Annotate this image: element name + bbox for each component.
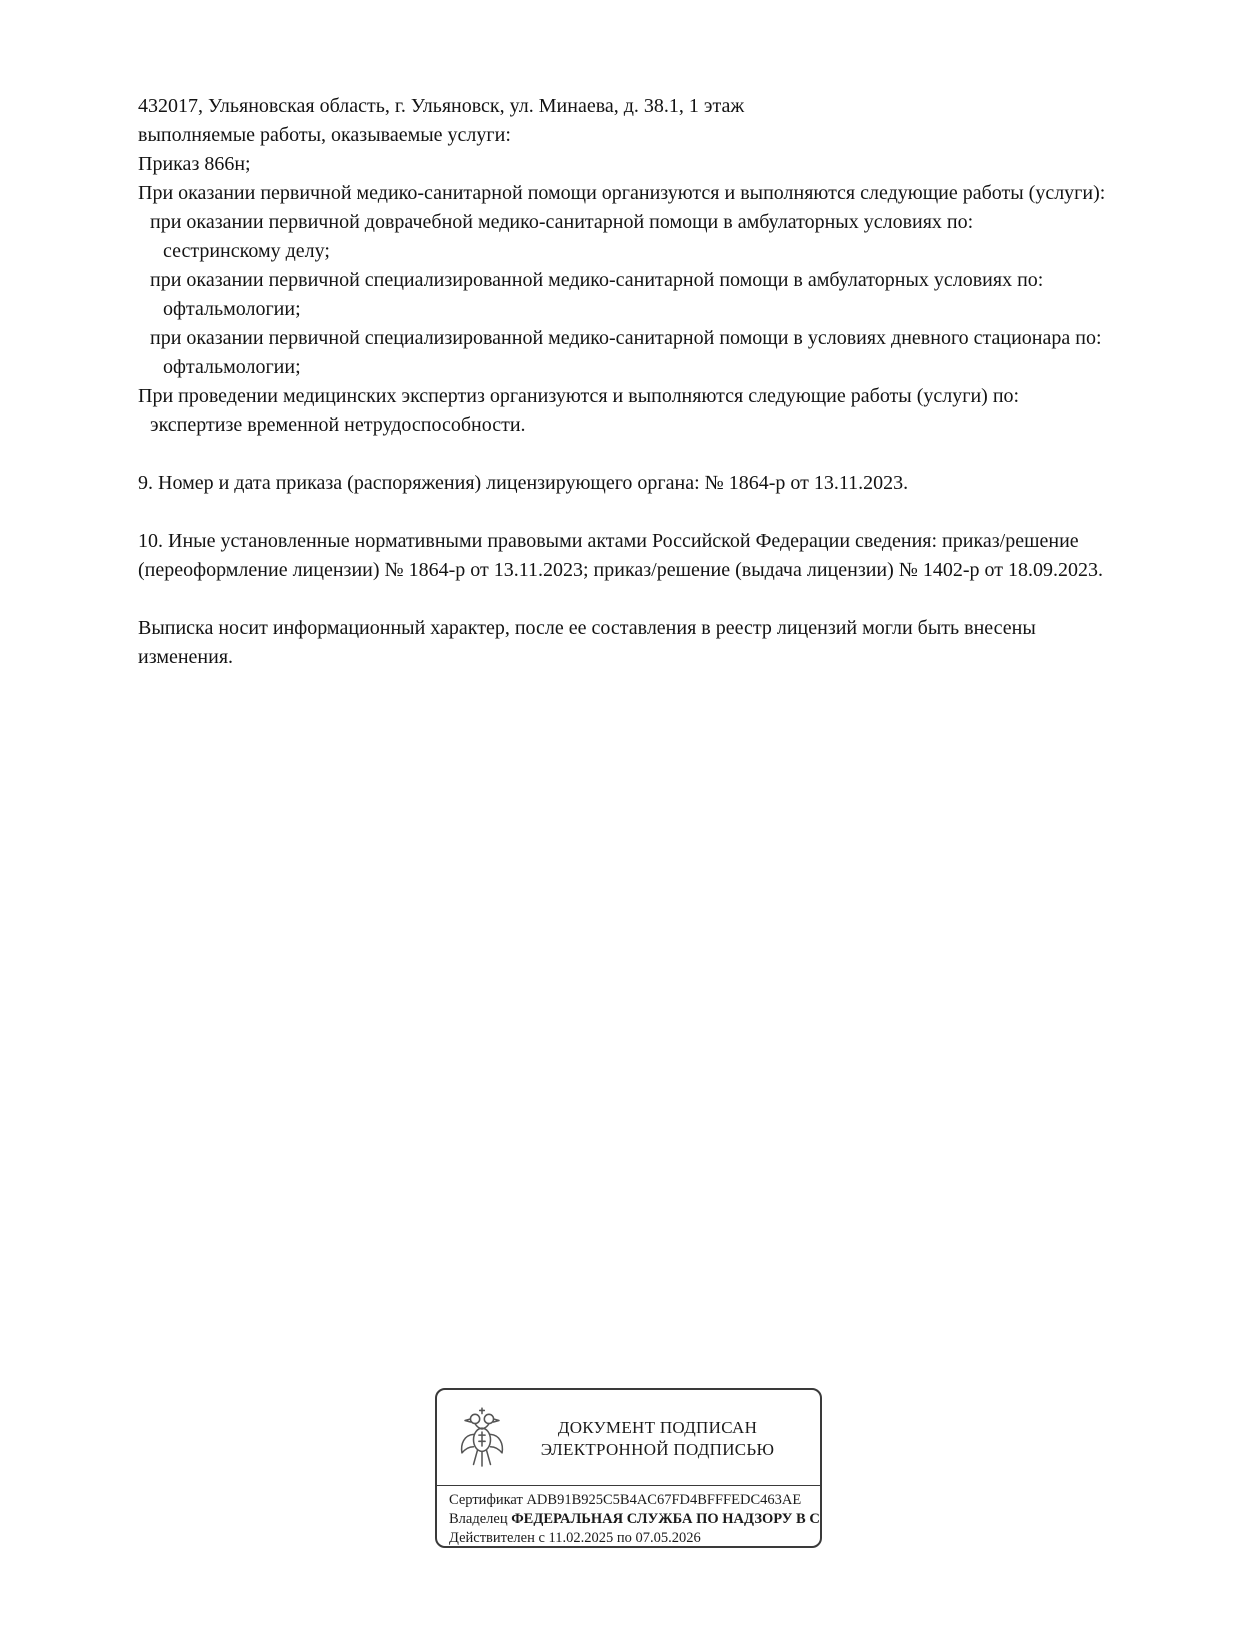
owner-label: Владелец bbox=[449, 1511, 508, 1527]
paragraph-pre-medical-care: при оказании первичной доврачебной медико-санитарной помощи в амбулаторных условиях по: bbox=[150, 211, 974, 233]
section-9-order-number: 9. Номер и дата приказа (распоряжения) лицензирующего органа: № 1864-р от 13.11.2023. bbox=[138, 472, 909, 494]
address-line: 432017, Ульяновская область, г. Ульяновск, ул. Минаева, д. 38.1, 1 этаж bbox=[138, 95, 745, 117]
certificate-line bbox=[449, 1491, 820, 1510]
order-866n-line: Приказ 866н; bbox=[138, 153, 251, 175]
stamp-title-line1: ДОКУМЕНТ ПОДПИСАН bbox=[557, 1417, 758, 1437]
paragraph-primary-care: При оказании первичной медико-санитарной помощи организуются и выполняются следующие работы (услуги): bbox=[138, 182, 1106, 204]
item-nursing: сестринскому делу; bbox=[163, 240, 330, 262]
stamp-header bbox=[437, 1390, 820, 1486]
paragraph-specialized-ambulatory: при оказании первичной специализированной медико-санитарной помощи в амбулаторных условиях по: bbox=[150, 269, 1044, 291]
item-ophthalmology-ambulatory: офтальмологии; bbox=[163, 298, 301, 320]
certificate-value: ADB91B925C5B4AC67FD4BFFFEDC463AE bbox=[526, 1492, 802, 1508]
signature-stamp bbox=[435, 1388, 822, 1548]
double-headed-eagle-emblem-icon bbox=[451, 1405, 513, 1473]
validity-line: Действителен с 11.02.2025 по 07.05.2026 bbox=[449, 1530, 701, 1546]
paragraph-specialized-day-hospital: при оказании первичной специализированной медико-санитарной помощи в условиях дневного стационара по: bbox=[150, 327, 1102, 349]
item-ophthalmology-day-hospital: офтальмологии; bbox=[163, 356, 301, 378]
item-temporary-disability-expertise: экспертизе временной нетрудоспособности. bbox=[150, 414, 526, 436]
document-body bbox=[0, 0, 1240, 672]
certificate-label: Сертификат bbox=[449, 1492, 523, 1508]
stamp-title-line2: ЭЛЕКТРОННОЙ ПОДПИСЬЮ bbox=[540, 1439, 775, 1459]
stamp-title bbox=[513, 1417, 810, 1461]
disclaimer: Выписка носит информационный характер, после ее составления в реестр лицензий могли быть внесены изменения. bbox=[138, 617, 1036, 668]
works-services-label: выполняемые работы, оказываемые услуги: bbox=[138, 124, 511, 146]
owner-line bbox=[449, 1510, 820, 1529]
owner-value: ФЕДЕРАЛЬНАЯ СЛУЖБА ПО НАДЗОРУ В С bbox=[511, 1511, 820, 1527]
paragraph-medical-expertise: При проведении медицинских экспертиз организуются и выполняются следующие работы (услуги) по: bbox=[138, 385, 1020, 407]
section-10-other-information: 10. Иные установленные нормативными правовыми актами Российской Федерации сведения: приказ/решение (переоформление лицензии) № 1864-р от 13.11.2023; приказ/решение (выдача лицензии) № 1402-р от 18.09.2023. bbox=[138, 530, 1104, 581]
stamp-details bbox=[437, 1486, 820, 1548]
